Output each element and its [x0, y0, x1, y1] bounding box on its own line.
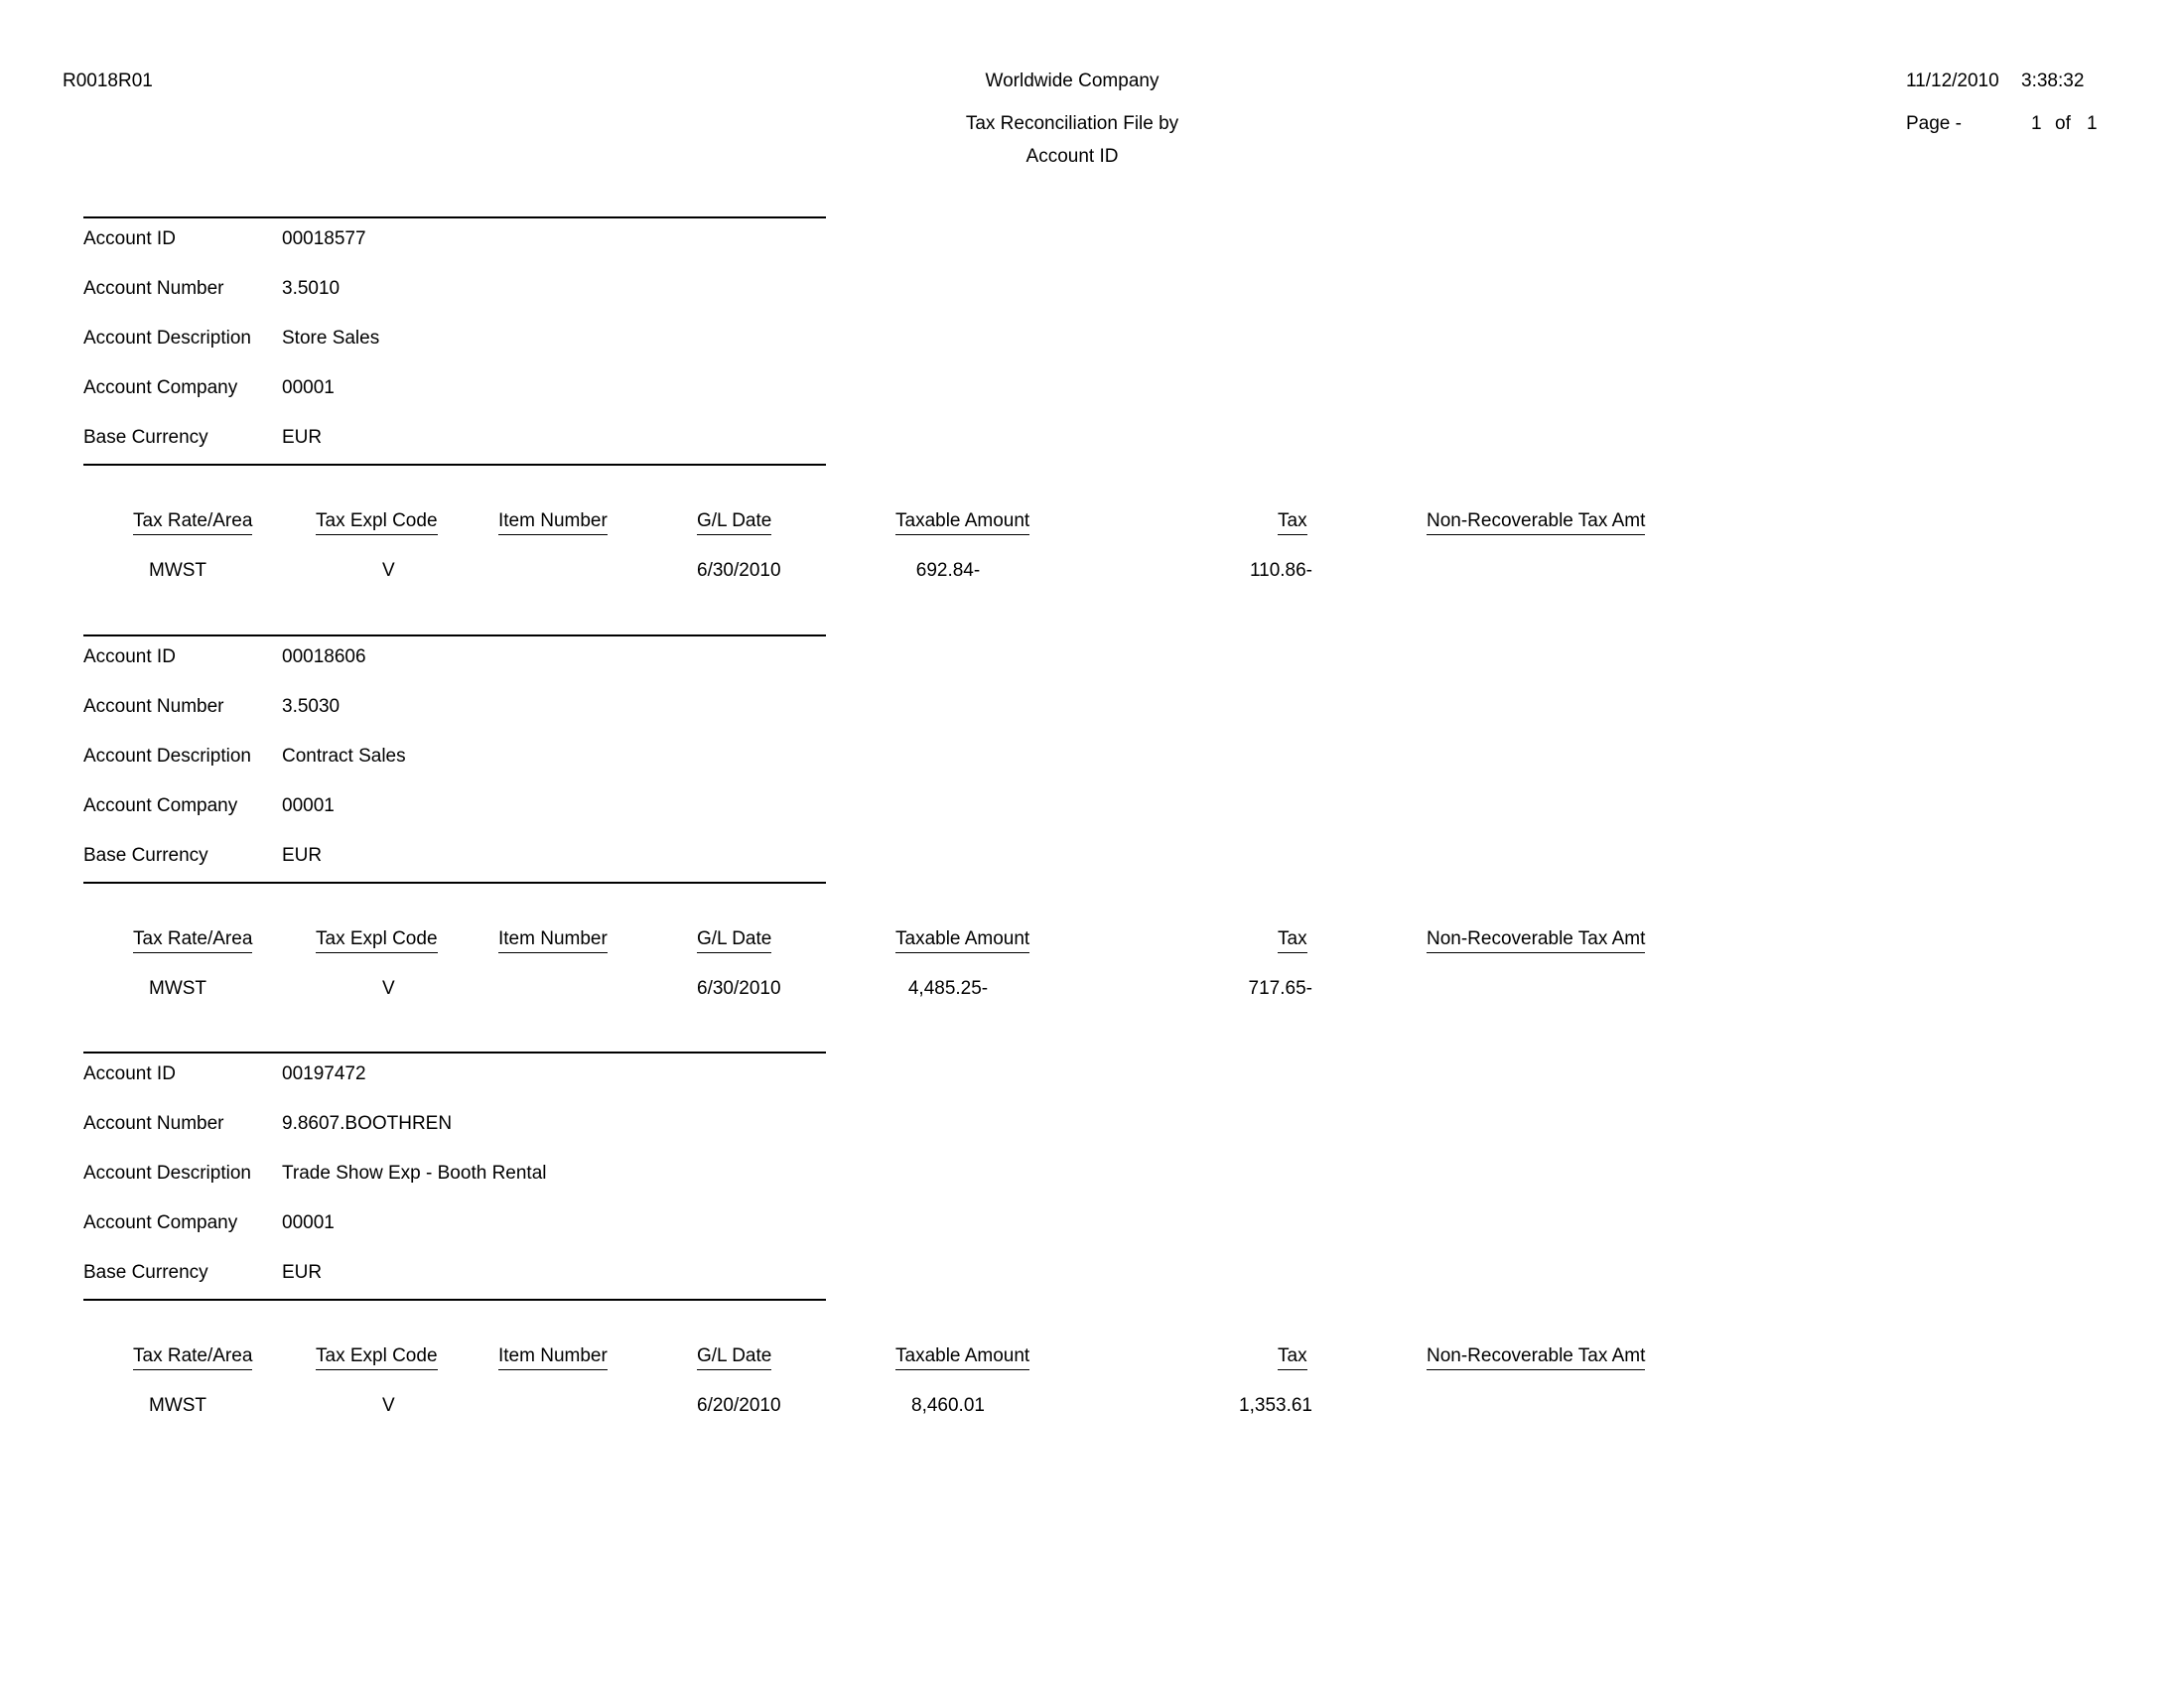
account-company-label: Account Company — [83, 795, 238, 816]
account-description-value: Contract Sales — [282, 746, 406, 767]
account-description-value: Trade Show Exp - Booth Rental — [282, 1163, 547, 1184]
account-company-value: 00001 — [282, 795, 335, 816]
column-header-tax: Tax — [1278, 928, 1307, 953]
cell-tax-expl-code: V — [382, 978, 395, 999]
cell-gl-date: 6/30/2010 — [697, 978, 781, 999]
divider — [83, 464, 826, 466]
page-of-label: of — [2055, 113, 2071, 134]
account-description-label: Account Description — [83, 746, 251, 767]
cell-tax: 110.86- — [1249, 560, 1312, 581]
column-header-gl-date: G/L Date — [697, 1345, 771, 1370]
column-header-tax-rate-area: Tax Rate/Area — [133, 1345, 252, 1370]
account-id-label: Account ID — [83, 228, 176, 249]
divider — [83, 1299, 826, 1301]
column-header-taxable-amount: Taxable Amount — [895, 928, 1029, 953]
column-header-non-recoverable-tax-amt: Non-Recoverable Tax Amt — [1427, 928, 1645, 953]
column-header-non-recoverable-tax-amt: Non-Recoverable Tax Amt — [1427, 510, 1645, 535]
divider — [83, 634, 826, 636]
cell-tax-rate-area: MWST — [149, 978, 207, 999]
account-number-value: 9.8607.BOOTHREN — [282, 1113, 453, 1134]
cell-taxable-amount: 692.84- — [915, 560, 981, 581]
account-id-label: Account ID — [83, 1063, 176, 1084]
cell-tax: 717.65- — [1248, 978, 1312, 999]
column-header-tax: Tax — [1278, 510, 1307, 535]
divider — [83, 216, 826, 218]
column-header-item-number: Item Number — [498, 510, 608, 535]
column-header-tax-expl-code: Tax Expl Code — [316, 1345, 438, 1370]
report-title-line2: Account ID — [1025, 146, 1119, 167]
cell-tax-expl-code: V — [382, 560, 395, 581]
column-header-gl-date: G/L Date — [697, 510, 771, 535]
account-number-label: Account Number — [83, 1113, 224, 1134]
base-currency-label: Base Currency — [83, 427, 208, 448]
column-header-item-number: Item Number — [498, 1345, 608, 1370]
account-description-label: Account Description — [83, 1163, 251, 1184]
account-block — [0, 634, 2184, 1052]
account-number-value: 3.5030 — [282, 696, 341, 717]
column-header-tax-rate-area: Tax Rate/Area — [133, 510, 252, 535]
report-id: R0018R01 — [63, 70, 153, 91]
account-company-value: 00001 — [282, 377, 335, 398]
account-description-label: Account Description — [83, 328, 251, 349]
column-header-taxable-amount: Taxable Amount — [895, 510, 1029, 535]
report-title-line1: Tax Reconciliation File by — [965, 113, 1179, 134]
cell-gl-date: 6/20/2010 — [697, 1395, 781, 1416]
report-date: 11/12/2010 — [1906, 70, 1999, 91]
account-id-value: 00197472 — [282, 1063, 366, 1084]
base-currency-label: Base Currency — [83, 845, 208, 866]
column-header-tax-expl-code: Tax Expl Code — [316, 928, 438, 953]
cell-taxable-amount: 8,460.01 — [911, 1395, 985, 1416]
cell-tax-rate-area: MWST — [149, 1395, 207, 1416]
column-header-gl-date: G/L Date — [697, 928, 771, 953]
cell-tax-expl-code: V — [382, 1395, 395, 1416]
cell-taxable-amount: 4,485.25- — [907, 978, 989, 999]
cell-gl-date: 6/30/2010 — [697, 560, 781, 581]
divider — [83, 1052, 826, 1054]
account-block — [0, 1052, 2184, 1469]
base-currency-value: EUR — [282, 1262, 323, 1283]
column-header-non-recoverable-tax-amt: Non-Recoverable Tax Amt — [1427, 1345, 1645, 1370]
cell-tax: 1,353.61 — [1239, 1395, 1312, 1416]
account-number-value: 3.5010 — [282, 278, 341, 299]
column-header-tax-expl-code: Tax Expl Code — [316, 510, 438, 535]
column-header-tax: Tax — [1278, 1345, 1307, 1370]
base-currency-value: EUR — [282, 427, 323, 448]
account-company-label: Account Company — [83, 377, 238, 398]
account-number-label: Account Number — [83, 278, 224, 299]
account-company-label: Account Company — [83, 1212, 238, 1233]
column-header-taxable-amount: Taxable Amount — [895, 1345, 1029, 1370]
base-currency-value: EUR — [282, 845, 323, 866]
account-id-label: Account ID — [83, 646, 176, 667]
page-number: 1 — [2031, 113, 2042, 134]
account-description-value: Store Sales — [282, 328, 380, 349]
report-time: 3:38:32 — [2021, 70, 2085, 91]
account-block — [0, 216, 2184, 633]
account-company-value: 00001 — [282, 1212, 335, 1233]
divider — [83, 882, 826, 884]
cell-tax-rate-area: MWST — [149, 560, 207, 581]
account-id-value: 00018577 — [282, 228, 366, 249]
account-number-label: Account Number — [83, 696, 224, 717]
page-label: Page - — [1906, 113, 1962, 134]
page-total: 1 — [2087, 113, 2098, 134]
column-header-tax-rate-area: Tax Rate/Area — [133, 928, 252, 953]
column-header-item-number: Item Number — [498, 928, 608, 953]
company-name: Worldwide Company — [985, 70, 1160, 91]
base-currency-label: Base Currency — [83, 1262, 208, 1283]
account-id-value: 00018606 — [282, 646, 366, 667]
